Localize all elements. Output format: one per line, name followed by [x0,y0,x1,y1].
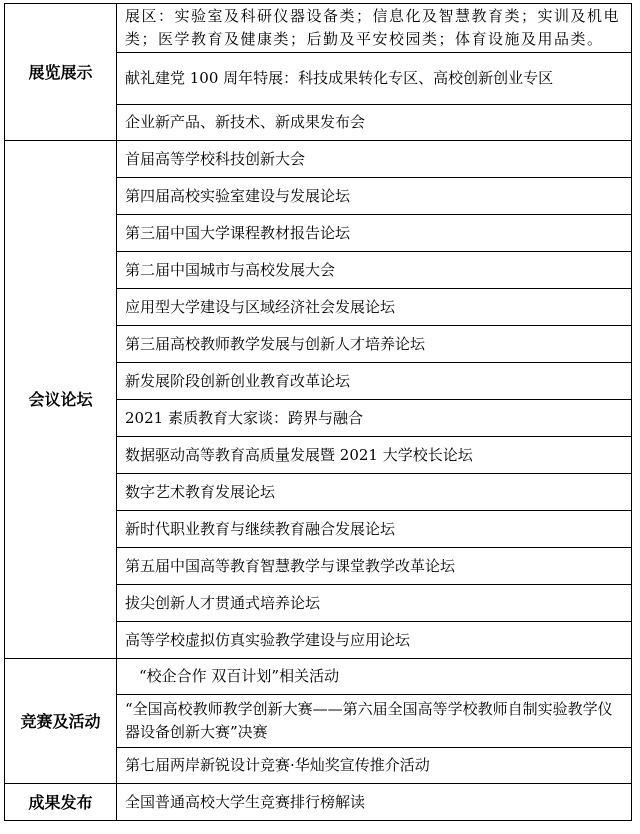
table-row [5,784,632,821]
forum-item: 首届高等学校科技创新大会 [117,141,632,178]
forum-item: 第五届中国高等教育智慧教学与课堂教学改革论坛 [117,548,632,585]
exhibition-item: 献礼建党 100 周年特展：科技成果转化专区、高校创新创业专区 [117,53,632,105]
forum-item: 数字艺术教育发展论坛 [117,474,632,511]
forum-item: 第三届中国大学课程教材报告论坛 [117,215,632,252]
exhibition-item: 展区：实验室及科研仪器设备类；信息化及智慧教育类；实训及机电类；医学教育及健康类；后勤及平安校园类；体育设施及用品类。 [117,4,632,53]
forum-item: 第四届高校实验室建设与发展论坛 [117,178,632,215]
category-cell-competitions: 竞赛及活动 [5,659,117,784]
forum-item: 数据驱动高等教育高质量发展暨 2021 大学校长论坛 [117,437,632,474]
category-cell-results: 成果发布 [5,784,117,821]
competition-item: 第七届两岸新锐设计竞赛·华灿奖宣传推介活动 [117,748,632,784]
forum-item: 新发展阶段创新创业教育改革论坛 [117,363,632,400]
forum-item: 新时代职业教育与继续教育融合发展论坛 [117,511,632,548]
forum-item: 第二届中国城市与高校发展大会 [117,252,632,289]
forum-item: 第三届高校教师教学发展与创新人才培养论坛 [117,326,632,363]
exhibition-item: 企业新产品、新技术、新成果发布会 [117,105,632,141]
table-row [5,659,632,695]
forum-item: 应用型大学建设与区域经济社会发展论坛 [117,289,632,326]
competition-item: “全国高校教师教学创新大赛——第六届全国高等学校教师自制实验教学仪器设备创新大赛”决赛 [117,695,632,748]
forum-item: 高等学校虚拟仿真实验教学建设与应用论坛 [117,622,632,659]
results-item: 全国普通高校大学生竞赛排行榜解读 [117,784,632,821]
category-cell-exhibition: 展览展示 [5,4,117,141]
forum-item: 2021 素质教育大家谈：跨界与融合 [117,400,632,437]
program-table [4,3,632,821]
table-row [5,141,632,178]
forum-item: 拔尖创新人才贯通式培养论坛 [117,585,632,622]
competition-item: “校企合作 双百计划”相关活动 [117,659,632,695]
table-row [5,4,632,53]
category-cell-forums: 会议论坛 [5,141,117,659]
